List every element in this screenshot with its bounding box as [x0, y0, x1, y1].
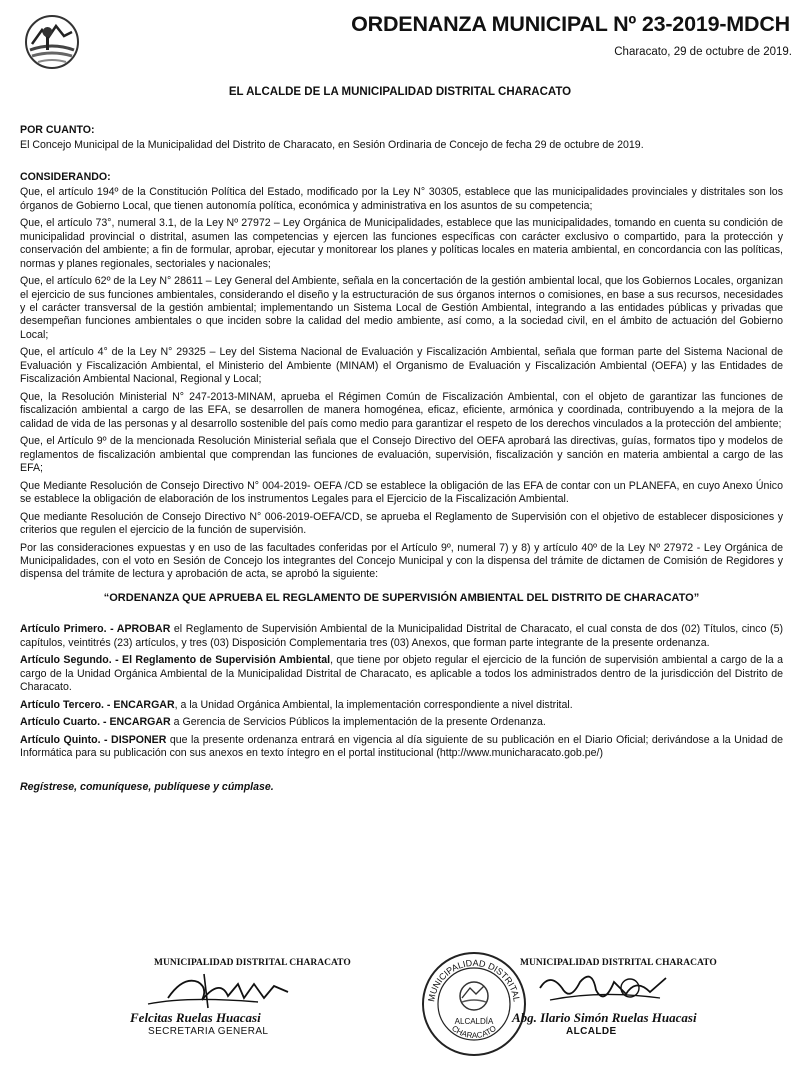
article-item — [20, 699, 783, 712]
considerando-paragraph: Que, el artículo 62º de la Ley N° 28611 – Ley General del Ambiente, señala en la concertación de la gestión ambiental local, que los Gobiernos Locales, organizan el ejercicio de sus funciones ambientales, considerando el diseño y la estructuración de sus órganos internos o comisiones, en base a sus recursos, necesidades y el carácter transversal de la gestión ambiental; implementando un Sistema Local de Gestión Ambiental, integrando a las entidades públicas y privadas que desempeñan funciones ambientales o que inciden sobre la calidad del medio ambiente, así como, a la sociedad civil, en el ámbito de actuación del Gobierno Local; — [20, 275, 783, 341]
seal-top-text: MUNICIPALIDAD DISTRITAL — [426, 957, 522, 1003]
por-cuanto-text: El Concejo Municipal de la Municipalidad del Distrito de Characato, en Sesión Ordinaria de Concejo de fecha 29 de octubre de 2019. — [20, 139, 644, 152]
article-text: , a la Unidad Orgánica Ambiental, la implementación correspondiente a nivel distrital. — [174, 698, 573, 711]
seal-center-text: ALCALDÍA — [454, 1017, 494, 1026]
secretary-stamp-header: MUNICIPALIDAD DISTRITAL CHARACATO — [154, 958, 351, 968]
article-label: Artículo Primero. - APROBAR — [20, 623, 171, 636]
article-text: el Reglamento de Supervisión Ambiental de la Municipalidad Distrital de Characato, el cual consta de dos (02) Títulos, cinco (5) capítulos, veintitrés (23) artículos, y tres (03) Disposición Complementaria tres (03) Anexos, que forman parte integrante de la presente ordenanza. — [20, 623, 783, 649]
svg-text:CHARACATO — [450, 1024, 498, 1040]
document-title: ORDENANZA MUNICIPAL Nº 23-2019-MDCH — [351, 12, 790, 36]
considerando-heading: CONSIDERANDO: — [20, 171, 111, 183]
secretary-role: SECRETARIA GENERAL — [148, 1026, 269, 1037]
article-item — [20, 716, 783, 729]
mayor-role: ALCALDE — [566, 1026, 617, 1037]
considerando-paragraph: Que, el artículo 194º de la Constitución Política del Estado, modificado por la Ley N° 30305, establece que las municipalidades provinciales y distritales son los órganos de Gobierno Local, que tienen autonomía política, económica y administrativa en los asuntos de su competencia; — [20, 186, 783, 212]
article-label: Artículo Quinto. - DISPONER — [20, 733, 167, 746]
ordinance-title: “ORDENANZA QUE APRUEBA EL REGLAMENTO DE SUPERVISIÓN AMBIENTAL DEL DISTRITO DE CHARACATO” — [103, 591, 700, 604]
municipal-logo-icon — [24, 14, 80, 70]
considerando-paragraph: Que, el Artículo 9º de la mencionada Resolución Ministerial señala que el Consejo Directivo del OEFA aprobará las directivas, guías, formatos tipo y modelos de reglamentos de fiscalización ambiental que comprendan las funciones de evaluación, supervisión, fiscalización y sanción en materia ambiental a cargo de las EFA; — [20, 435, 783, 475]
handwritten-signature-icon — [128, 968, 318, 1010]
secretary-name: Felcitas Ruelas Huacasi — [130, 1010, 261, 1025]
document-date: Characato, 29 de octubre de 2019. — [614, 46, 792, 58]
handwritten-signature-icon — [510, 968, 700, 1010]
considerando-paragraph: Que, la Resolución Ministerial N° 247-2013-MINAM, aprueba el Régimen Común de Fiscalización Ambiental, con el objeto de garantizar las funciones de fiscalización ambiental a cargo de las EFA, se desarrollen de manera homogénea, eficaz, eficiente, armónica y coordinada, contribuyendo a la mejora de la calidad de vida de las personas y al desarrollo sostenible del país como medio para garantizar el respeto de los derechos vinculados a la protección del ambiente; — [20, 390, 783, 430]
por-cuanto-heading: POR CUANTO: — [20, 124, 95, 136]
article-text: , que tiene por objeto regular el ejercicio de la función de supervisión ambiental a cargo de la a cargo de la Unidad Orgánica Ambiental de la Municipalidad Distrital de Characato, es aplicable a todos los administrados dentro de la jurisdicción del Distrito de Characato. — [20, 654, 783, 694]
article-text: a Gerencia de Servicios Públicos la implementación de la presente Ordenanza. — [170, 716, 546, 729]
document-body — [20, 124, 783, 798]
considerando-paragraph: Que Mediante Resolución de Consejo Directivo N° 004-2019- OEFA /CD se establece la obligación de las EFA de contar con un PLANEFA, en cuyo Anexo Único se establece la obligación de elaboración de los instrumentos Legales para el Ejercicio de la Fiscalización Ambiental. — [20, 479, 783, 506]
considerando-paragraph: Que, el artículo 73°, numeral 3.1, de la Ley Nº 27972 – Ley Orgánica de Municipalidades, establece que las municipalidades, tomando en cuenta su condición de municipalidad provincial o distrital, asumen las competencias y ejercen las funciones específicas con carácter exclusivo o compartido, para la protección y conservación del ambiente; a fin de formular, aprobar, ejecutar y monitorear los planes y políticas locales en materia ambiental, en concordancia con las políticas, normas y planes regionales, sectoriales y nacionales; — [20, 217, 783, 270]
secretary-signature-block — [128, 958, 351, 1037]
article-item — [20, 734, 783, 761]
article-item — [20, 654, 783, 694]
mayor-stamp-header: MUNICIPALIDAD DISTRITAL CHARACATO — [520, 958, 717, 968]
mayor-name: Abg. Ilario Simón Ruelas Huacasi — [512, 1010, 697, 1025]
issuer-heading: EL ALCALDE DE LA MUNICIPALIDAD DISTRITAL CHARACATO — [228, 86, 572, 98]
article-text: que la presente ordenanza entrará en vigencia al día siguiente de su publicación en el Diario Oficial; derivándose a la Unidad de Informática para su publicación con sus anexos en texto íntegro en el portal institucional (http://www.municharacato.gob.pe/) — [20, 733, 783, 760]
seal-bottom-text: CHARACATO — [450, 1023, 498, 1041]
closing-formula: Regístrese, comuníquese, publíquese y cúmplase. — [20, 780, 274, 793]
considerando-paragraph: Que, el artículo 4° de la Ley N° 29325 – Ley del Sistema Nacional de Evaluación y Fiscalización Ambiental, señala que forman parte del Sistema Nacional de Evaluación y Fiscalización Ambiental, el Ministerio del Ambiente (MINAM) el Organismo de Evaluación y Fiscalización Ambiental (OEFA) y las Entidades de Fiscalización Ambiental Nacional, Regional y Local; — [20, 346, 783, 386]
mayor-signature-block — [510, 958, 717, 1037]
considerando-paragraph: Por las consideraciones expuestas y en uso de las facultades conferidas por el Artículo 9º, numeral 7) y 8) y artículo 40º de la Ley Nº 27972 - Ley Orgánica de Municipalidades, con el voto en Sesión de Concejo los integrantes del Concejo Municipal y con la dispensa del trámite de dictamen de Comisión de Regidores y dispensa del trámite de lectura y aprobación de acta, se aprobó la siguiente: — [20, 541, 783, 581]
article-label: Artículo Segundo. - El Reglamento de Supervisión Ambiental — [20, 654, 331, 667]
article-item — [20, 623, 783, 650]
article-label: Artículo Cuarto. - ENCARGAR — [20, 716, 171, 729]
article-label: Artículo Tercero. - ENCARGAR — [20, 698, 175, 711]
considerando-paragraph: Que mediante Resolución de Consejo Directivo N° 006-2019-OEFA/CD, se aprueba el Reglamento de Supervisión con el objetivo de establecer disposiciones y criterios que regulen el ejercicio de la función de supervisión. — [20, 510, 783, 537]
